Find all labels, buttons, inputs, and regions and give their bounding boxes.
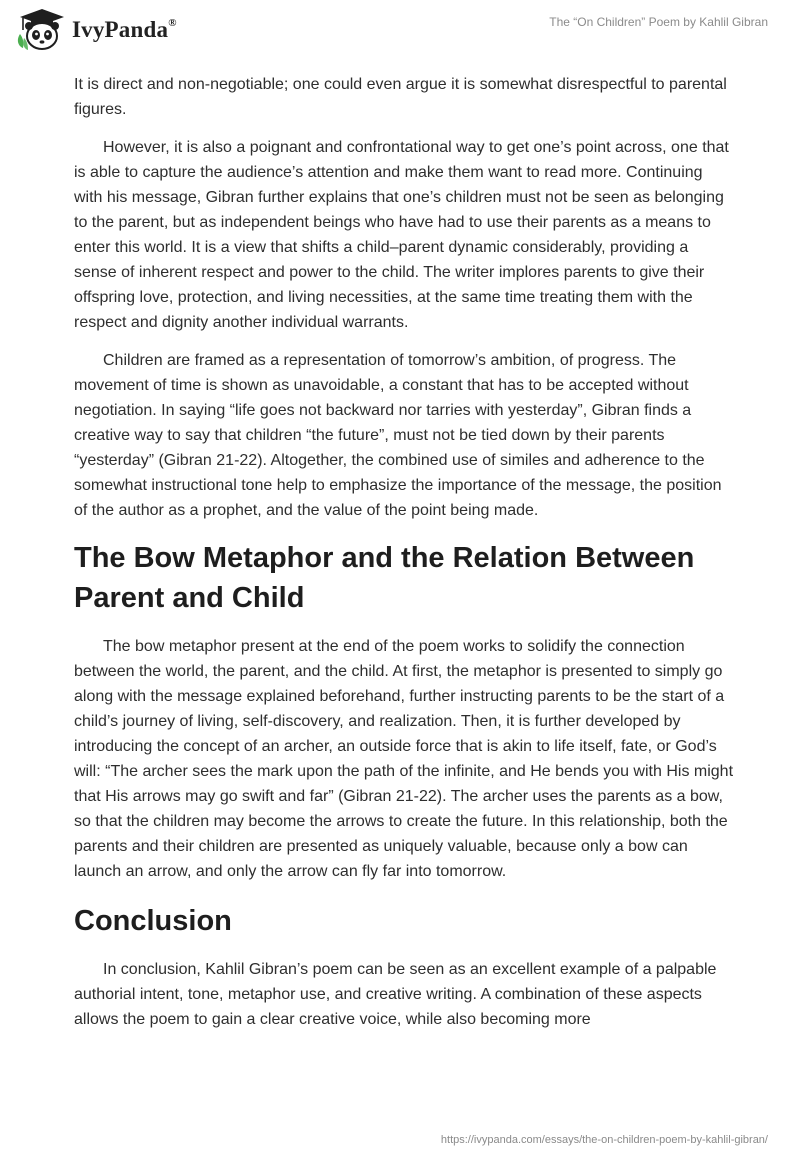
paragraph: However, it is also a poignant and confrontational way to get one’s point across, one that is able to capture the audience’s attention and make them want to read more. Continuing with his message, Gibran further explains that one’s children must not be seen as belonging to the parent, but as independent beings who have had to use their parents as a means to enter this world. It is a view that shifts a child–parent dynamic considerably, providing a sense of inherent respect and power to the child. The writer implores parents to give their offspring love, protection, and living necessities, at the same time treating them with the respect and dignity another individual warrants.	[74, 139, 729, 331]
paragraph: In conclusion, Kahlil Gibran’s poem can be seen as an excellent example of a palpable authorial intent, tone, metaphor use, and creative writing. A combination of these aspects allows the poem to gain a clear creative voice, while also becoming more	[74, 961, 717, 1028]
section-heading-bow-metaphor: The Bow Metaphor and the Relation Between Parent and Child	[74, 542, 695, 614]
paragraph: The bow metaphor present at the end of the poem works to solidify the connection between the world, the parent, and the child. At first, the metaphor is presented to simply go along with the message explained beforehand, further instructing parents to be the start of a child’s journey of living, self-discovery, and realization. Then, it is further developed by introducing the concept of an archer, an outside force that is akin to life itself, fate, or God’s will: “The archer sees the mark upon the path of the infinite, and He bends you with His might that His arrows may go swift and far” (Gibran 21-22). The archer uses the parents as a bow, so that the children may become the arrows to create the future. In this relationship, both the parents and their children are presented as uniquely valuable, because only a bow can launch an arrow, and only the arrow can fly far into tomorrow.	[74, 638, 734, 880]
panda-mascot-icon	[14, 8, 66, 52]
paragraph: Children are framed as a representation of tomorrow’s ambition, of progress. The movement of time is shown as unavoidable, a constant that has to be accepted without negotiation. In saying “life goes not backward nor tarries with yesterday”, Gibran finds a creative way to say that children “the future”, must not be tied down by their parents “yesterday” (Gibran 21-22). Altogether, the combined use of similes and adherence to the somewhat instructional tone help to emphasize the importance of the message, the position of the author as a prophet, and the value of the point being made.	[74, 352, 722, 519]
ivypanda-logo[interactable]	[14, 8, 177, 52]
document-title: The “On Children” Poem by Kahlil Gibran	[549, 15, 768, 29]
source-url[interactable]: https://ivypanda.com/essays/the-on-children-poem-by-kahlil-gibran/	[440, 1134, 768, 1146]
brand-name: IvyPanda®	[72, 17, 177, 42]
paragraph: It is direct and non-negotiable; one could even argue it is somewhat disrespectful to parental figures.	[74, 76, 727, 118]
essay-content	[74, 72, 734, 1045]
page-header	[0, 0, 800, 60]
section-heading-conclusion: Conclusion	[74, 905, 232, 937]
